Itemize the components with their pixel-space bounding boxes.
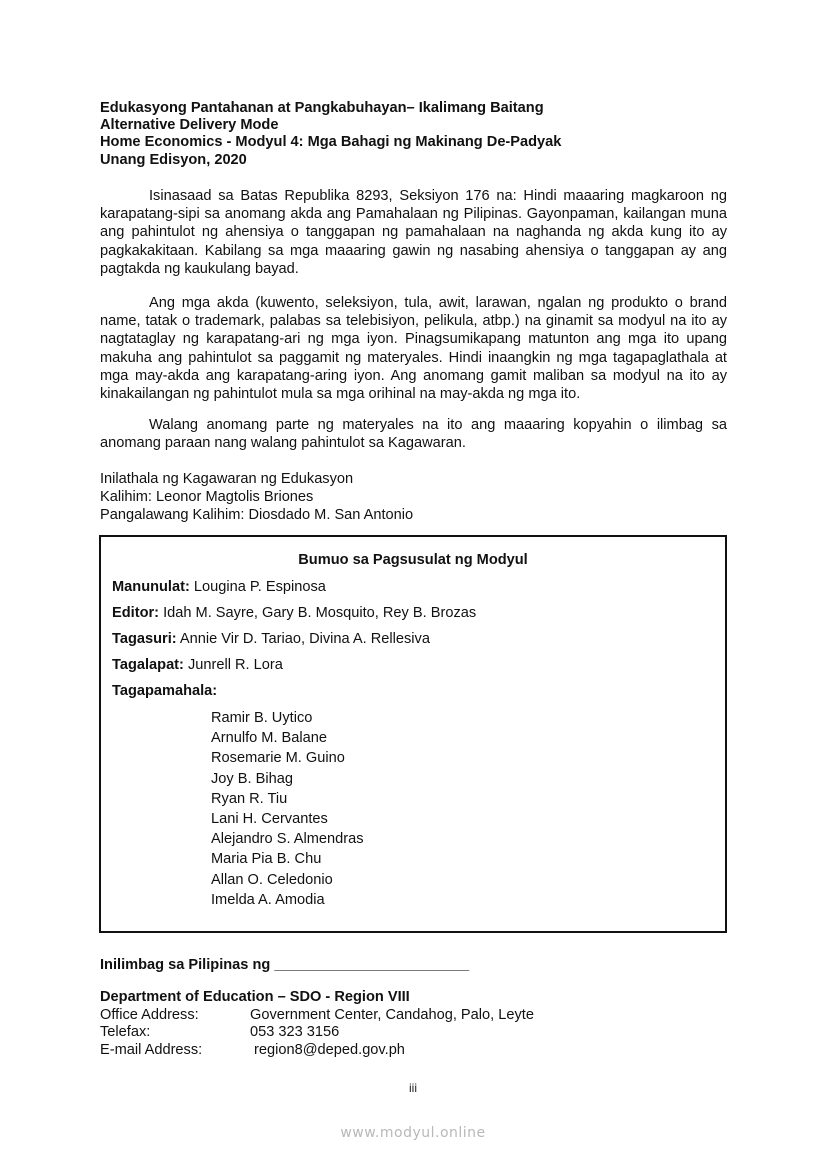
email-row [100,1042,534,1060]
page-number: iii [409,1081,417,1095]
header-edition: Unang Edisyon, 2020 [100,151,247,168]
contact-value: Government Center, Candahog, Palo, Leyte [250,1006,534,1023]
manager-name: Rosemarie M. Guino [211,750,345,767]
credit-value: Lougina P. Espinosa [189,579,326,595]
publisher-info [100,471,413,524]
manager-name: Joy B. Bihag [211,770,293,787]
header-subject: Edukasyong Pantahanan at Pangkabuhayan– Ikalimang Baitang [100,100,544,116]
secretary-line: Kalihim: Leonor Magtolis Briones [100,488,314,505]
credit-layout-artist [112,657,283,673]
printed-by-line: Inilimbag sa Pilipinas ng ________________________ [100,957,470,973]
credit-writer [112,579,326,595]
publisher-line: Inilathala ng Kagawaran ng Edukasyon [100,471,354,487]
deped-contact [100,989,534,1059]
manager-name: Ramir B. Uytico [211,710,313,726]
header-mode: Alternative Delivery Mode [100,117,279,134]
manager-name: Allan O. Celedonio [211,871,333,888]
deped-title: Department of Education – SDO - Region VIII [100,989,410,1005]
credits-box [99,535,727,933]
contact-label: Telefax: [100,1024,151,1041]
contact-value: 053 323 3156 [250,1024,340,1041]
credit-management [112,683,217,699]
credits-title: Bumuo sa Pagsusulat ng Modyul [298,552,528,568]
credit-label: Manunulat: [112,579,190,595]
manager-name: Imelda A. Amodia [211,891,325,908]
office-address-row [100,1007,534,1025]
credit-reviewer [112,631,430,647]
undersecretary-line: Pangalawang Kalihim: Diosdado M. San Antonio [100,506,414,523]
contact-label: Office Address: [100,1006,199,1023]
manager-name: Arnulfo M. Balane [211,730,328,747]
manager-name: Maria Pia B. Chu [211,851,322,868]
credit-label: Tagasuri: [112,631,177,647]
contact-label: E-mail Address: [100,1041,203,1058]
credit-value: Junrell R. Lora [183,657,283,673]
reproduction-paragraph: Walang anomang parte ng materyales na ito ang maaaring kopyahin o ilimbag sa anomang paraan nang walang pahintulot sa Kagawaran. [100,417,727,452]
credit-label: Tagapamahala: [112,683,218,699]
watermark: www.modyul.online [340,1125,486,1141]
document-header [100,100,727,169]
trademark-paragraph: Ang mga akda (kuwento, seleksiyon, tula, awit, larawan, ngalan ng produkto o brand name, tatak o trademark, palabas sa telebisiyon, pelikula, atbp.) na ginamit sa modyul na ito ay nagtataglay ng karapatang-ari ng mga iyon. Pinagsumikapang matunton ang mga ito upang makuha ang pahintulot sa paggamit ng materyales. Hindi inaangkin ng mga tagapaglathala at mga may-akda ang karapatang-aring iyon. Ang anomang gamit maliban sa modyul na ito ay kinakailangan ng pahintulot mula sa mga orihinal na may-akda ng mga ito. [100,295,727,403]
header-module-title: Home Economics - Modyul 4: Mga Bahagi ng Makinang De-Padyak [100,134,562,151]
telefax-row [100,1024,534,1042]
credit-label: Tagalapat: [112,657,184,673]
copyright-paragraph: Isinasaad sa Batas Republika 8293, Seksiyon 176 na: Hindi maaaring magkaroon ng karapatang-sipi sa anomang akda ang Pamahalaan ng Pilipinas. Gayonpaman, kailangan muna ang pahintulot ng ahensiya o tanggapan ng pamahalaan na naghanda ng akda kung ito ay pagkakakitaan. Kabilang sa mga maaaring gawin ng nasabing ahensiya o tanggapan ay ang pagtakda ng kaukulang bayad. [100,188,727,277]
manager-name: Lani H. Cervantes [211,811,328,828]
email-value: region8@deped.gov.ph [250,1041,405,1058]
manager-name: Alejandro S. Almendras [211,831,364,848]
credit-value: Annie Vir D. Tariao, Divina A. Rellesiva [176,631,430,647]
manager-name: Ryan R. Tiu [211,790,288,807]
managers-list [211,708,364,910]
credit-value: Idah M. Sayre, Gary B. Mosquito, Rey B. Brozas [159,605,477,621]
credit-label: Editor: [112,605,160,621]
credit-editor [112,605,476,621]
